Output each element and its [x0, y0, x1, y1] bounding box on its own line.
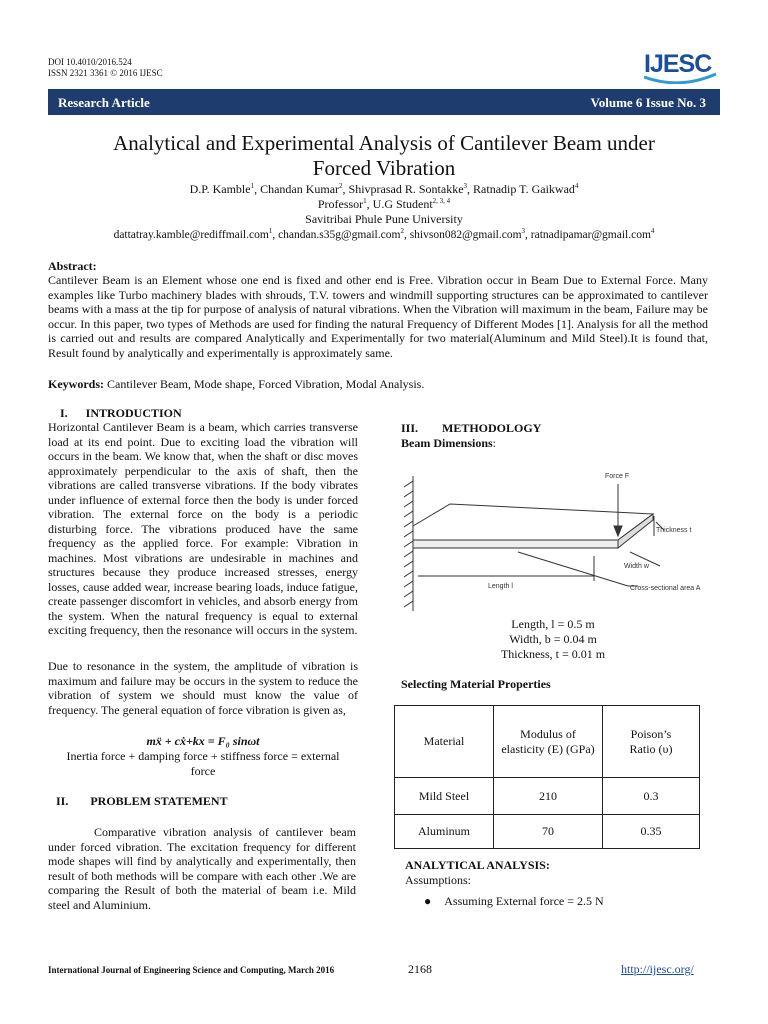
journal-link[interactable]: http://ijesc.org/: [621, 962, 694, 976]
table-header-row: [395, 706, 700, 778]
table-cell: 0.35: [603, 815, 700, 849]
problem-heading: II. PROBLEM STATEMENT: [56, 794, 228, 808]
author-emails: dattatray.kamble@rediffmail.com$^1$, chandan.s35g@gmail.com$^2$, shivson082@gmail.com$^3$, ratnadipamar@gmail.com$^4$: [113, 227, 655, 241]
equation-description: Inertia force + damping force + stiffness force = external force: [66, 749, 340, 778]
abstract-heading: Abstract:: [48, 259, 97, 273]
article-banner: [48, 89, 720, 115]
table-cell: 210: [494, 778, 603, 815]
assumptions-label: Assumptions:: [405, 873, 472, 887]
figure-label-area: Cross-sectional area A: [630, 585, 701, 592]
figure-label-force: Force F: [605, 473, 630, 480]
issn-text: ISSN 2321 3361 © 2016 IJESC: [48, 68, 163, 78]
analytical-heading: ANALYTICAL ANALYSIS:: [405, 858, 550, 872]
bullet-icon: ●: [424, 894, 432, 908]
title-line-1: Analytical and Experimental Analysis of Cantilever Beam under: [113, 131, 655, 155]
table-cell: Mild Steel: [395, 778, 494, 815]
table-cell: Aluminum: [395, 815, 494, 849]
materials-table: [394, 705, 700, 849]
table-cell: 70: [494, 815, 603, 849]
intro-paragraph-2: Due to resonance in the system, the amplitude of vibration is maximum and failure may be occurs in the system to reduce the vibration of system we should must know the value of frequency. The general equation of force vibration is given as,: [48, 659, 358, 717]
keywords: Keywords: Cantilever Beam, Mode shape, Forced Vibration, Modal Analysis.: [48, 377, 425, 391]
beam-length: Length, l = 0.5 m: [511, 617, 595, 631]
table-row: [395, 778, 700, 815]
banner-volume: Volume 6 Issue No. 3: [590, 95, 706, 110]
doi-text: DOI 10.4010/2016.524: [48, 57, 132, 67]
logo-text: IJESC: [644, 50, 712, 78]
table-header-cell: Modulus of elasticity (E) (GPa): [494, 706, 603, 778]
university: Savitribai Phule Pune University: [305, 212, 463, 226]
problem-text: Comparative vibration analysis of cantilever beam under forced vibration. The excitation frequency for different mode shapes will find by analytically and experimentally, then result of both methods will be compare with each other .We are comparing the Result of both the material of beam i.e. Mild steel and Aluminium.: [48, 825, 356, 912]
intro-paragraph-1: Horizontal Cantilever Beam is a beam, which carries transverse load at its end point. Due to exciting load the vibration will occurs in the beam. We know that, when the shaft or disc moves approximately perpendicular to the axis of shaft, then the vibrations are called transverse vibrations. If the body vibrates under influence of external force then the body is under forced vibration. The external force on the body is a periodic disturbing force. The vibrations produced have the same frequency as the applied force. For example: Vibration in machines. Most vibrations are undesirable in machines and structures because they produce increased stresses, energy losses, cause added wear, increase bearing loads, induce fatigue, create passenger discomfort in vehicles, and absorb energy from the system. When the natural frequency is equal to external exciting frequency, then the resonance will occurs in the system.: [48, 420, 358, 637]
author-list: D.P. Kamble$^1$, Chandan Kumar$^2$, Shivprasad R. Sontakke$^3$, Ratnadip T. Gaikwad$^4$: [189, 182, 579, 196]
abstract-text: Cantilever Beam is an Element whose one end is fixed and other end is Free. Vibration occur in Beam Due to External Force. Many examples like Turbo machinery blades with shrouds, T.V. towers and windmill supporting structures can be approximated to cantilever beams with a mass at the tip for purpose of analysis of natural vibrations. When the Vibration will maximum in the beam, Failure may be occur. In this paper, two types of Methods are used for finding the natural Frequency of Different Modes [1]. Analysis for all the method is carried out and results are compared Analytically and Experimentally for two material(Aluminum and Mild Steel).It is found that, Result found by analytically and experimentally is approximately same.: [48, 273, 708, 360]
material-properties-heading: Selecting Material Properties: [401, 677, 551, 691]
figure-label-length: Length l: [488, 583, 513, 590]
beam-width: Width, b = 0.04 m: [509, 632, 597, 646]
methodology-heading: III. METHODOLOGY: [401, 421, 542, 435]
paper-title: [48, 131, 720, 181]
journal-logo: [640, 50, 720, 84]
intro-heading: I. INTRODUCTION: [60, 406, 182, 420]
table-header-cell: Material: [395, 706, 494, 778]
table-header-cell: Poison’s Ratio (υ): [603, 706, 700, 778]
table-cell: 0.3: [603, 778, 700, 815]
assumption-item: ● Assuming External force = 2.5 N: [424, 894, 604, 908]
force-vibration-equation: mẍ + cẋ+kx = F₀ sinωt: [146, 734, 260, 748]
figure-label-width: Width w: [624, 563, 649, 570]
page-number: 2168: [408, 962, 432, 976]
beam-dimensions-heading: Beam Dimensions:: [401, 436, 497, 450]
banner-article-type: Research Article: [58, 95, 150, 110]
beam-thickness: Thickness, t = 0.01 m: [500, 647, 606, 661]
author-roles: Professor$^1$, U.G Student$^{2, 3, 4}$: [317, 197, 451, 211]
footer-journal: International Journal of Engineering Science and Computing, March 2016: [48, 965, 335, 975]
figure-label-thickness: Thickness t: [656, 527, 692, 534]
title-line-2: Forced Vibration: [312, 156, 456, 180]
cantilever-beam-figure: [398, 456, 708, 614]
table-row: [395, 815, 700, 849]
